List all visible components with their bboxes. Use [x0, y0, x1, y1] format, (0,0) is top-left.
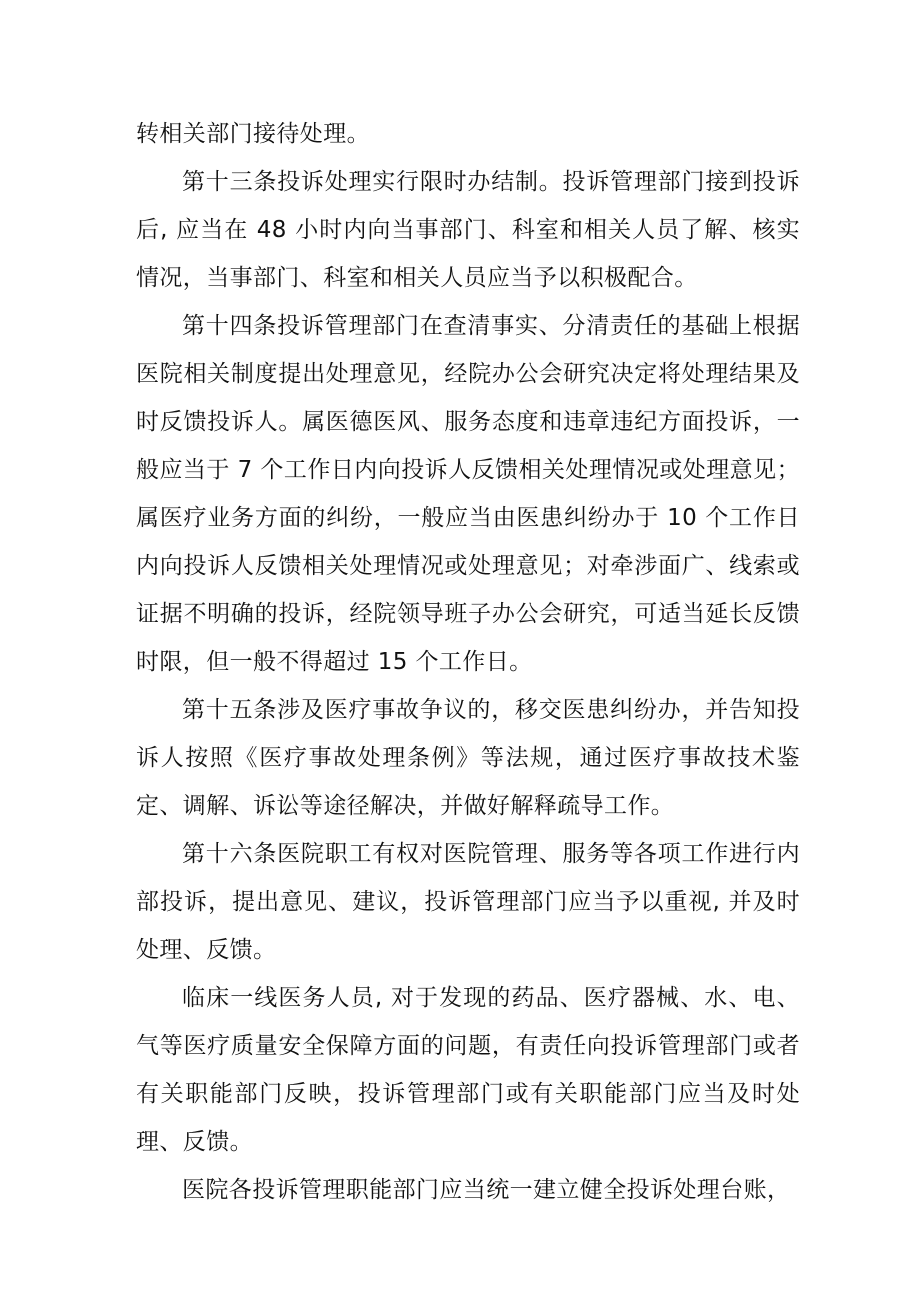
paragraph-continuation: 转相关部门接待处理。: [136, 121, 370, 147]
paragraph-article-15: 第十五条涉及医疗事故争议的，移交医患纠纷办，并告知投诉人按照《医疗事故处理条例》等法规，通过医疗事故技术鉴定、调解、诉讼等途径解决，并做好解释疏导工作。: [136, 697, 800, 819]
paragraph-complaint-ledger: 医院各投诉管理职能部门应当统一建立健全投诉处理台账，: [182, 1177, 791, 1203]
paragraph-article-16: 第十六条医院职工有权对医院管理、服务等各项工作进行内部投诉，提出意见、建议，投诉管理部门应当予以重视, 并及时处理、反馈。: [136, 841, 800, 963]
document-body: [136, 110, 800, 1214]
paragraph-frontline-staff: 临床一线医务人员, 对于发现的药品、医疗器械、水、电、气等医疗质量安全保障方面的问题，有责任向投诉管理部门或者有关职能部门反映，投诉管理部门或有关职能部门应当及时处理、反馈。: [136, 985, 800, 1155]
paragraph-article-14: 第十四条投诉管理部门在查清事实、分清责任的基础上根据医院相关制度提出处理意见，经院办公会研究决定将处理结果及时反馈投诉人。属医德医风、服务态度和违章违纪方面投诉，一般应当于 7 个工作日内向投诉人反馈相关处理情况或处理意见；属医疗业务方面的纠纷，一般应当由医患纠纷办于 10 个工作日内向投诉人反馈相关处理情况或处理意见；对牵涉面广、线索或证据不明确的投诉，经院领导班子办公会研究，可适当延长反馈时限，但一般不得超过 15 个工作日。: [136, 313, 800, 675]
paragraph-article-13: 第十三条投诉处理实行限时办结制。投诉管理部门接到投诉后, 应当在 48 小时内向当事部门、科室和相关人员了解、核实情况，当事部门、科室和相关人员应当予以积极配合。: [136, 169, 800, 291]
